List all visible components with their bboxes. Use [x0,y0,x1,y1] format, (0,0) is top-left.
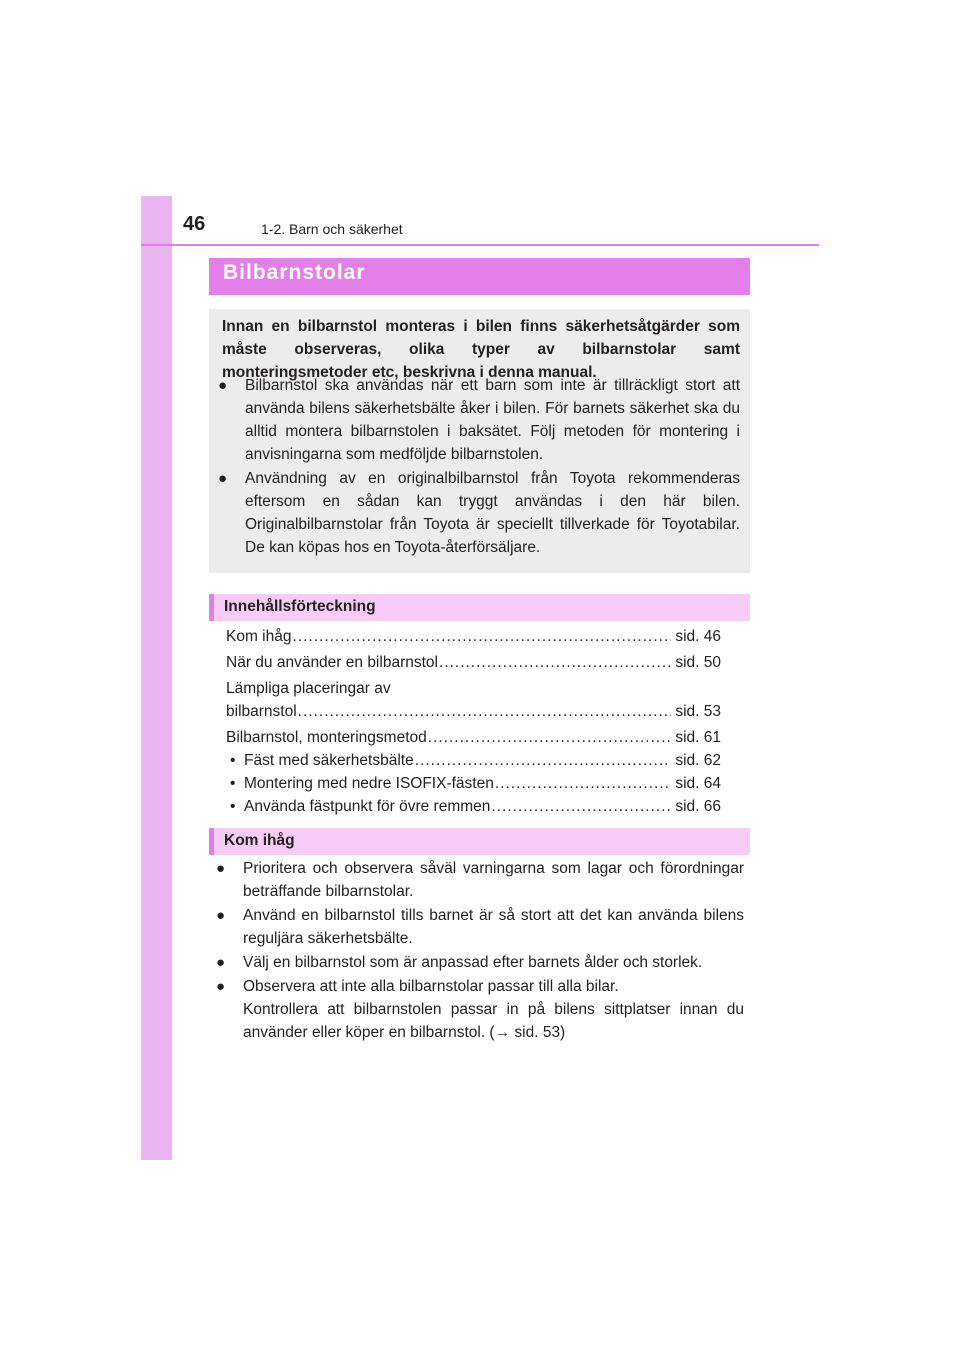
remember-bullet [216,904,744,950]
toc-subentry-title: • Fäst med säkerhetsbälte [226,749,414,772]
toc-entry[interactable] [226,677,721,723]
dot-leader [298,700,672,723]
toc-subentry-page: sid. 64 [675,775,721,792]
intro-bullet [218,467,740,559]
toc-entry-title: När du använder en bilbarnstol [226,654,438,671]
dot-leader [415,749,672,772]
toc-entry-title-line1: Lämpliga placeringar av [226,680,391,697]
toc-subentry-title: • Montering med nedre ISOFIX-fästen [226,772,494,795]
toc-entry-title: Kom ihåg [226,628,292,645]
toc-entry[interactable] [226,726,721,749]
page-title-bar [209,258,750,295]
section-label: 1-2. Barn och säkerhet [261,221,403,237]
toc-entry[interactable] [226,625,721,648]
remember-bullet-text: Använd en bilbarnstol tills barnet är så stort att det kan använda bilens reguljära säkerhetsbälte. [243,907,744,947]
table-of-contents [226,625,721,818]
toc-entry-page: sid. 50 [675,654,721,671]
toc-subentry[interactable] [226,795,721,818]
remember-bullet [216,951,744,974]
intro-bullet [218,374,740,466]
header-divider [141,244,819,246]
remember-bullet-text-line2: Kontrollera att bilbarnstolen passar in på bilens sittplatser innan du använder eller köper en bilbarnstol. (→ sid. 53) [243,1001,744,1041]
intro-bullet-text: Bilbarnstol ska användas när ett barn som inte är tillräckligt stort att använda bilens säkerhetsbälte åker i bilen. För barnets säkerhet ska du alltid montera bilbarnstolen i baksätet. Följ metoden för montering i anvisningarna som medföljde bilbarnstolen. [245,377,740,463]
toc-entry-page: sid. 46 [675,628,721,645]
toc-entry[interactable] [226,651,721,674]
bullet-icon: ● [218,377,228,394]
bullet-icon: ● [218,470,228,487]
dot-leader [292,625,671,648]
bullet-icon: ● [216,978,226,995]
dot-leader [495,772,671,795]
remember-bullet [216,857,744,903]
toc-entry-title-line2: bilbarnstol [226,703,297,720]
toc-entry-page: sid. 61 [675,729,721,746]
bullet-icon: ● [216,954,226,971]
page-number: 46 [183,213,206,235]
remember-heading-bar [209,828,750,855]
toc-subentry-page: sid. 62 [675,752,721,769]
toc-subentry-title: • Använda fästpunkt för övre remmen [226,795,490,818]
toc-heading-bar [209,594,750,621]
remember-bullet-text-line1: Observera att inte alla bilbarnstolar passar till alla bilar. [243,978,619,995]
toc-subentry[interactable] [226,772,721,795]
intro-bullet-list [218,374,740,560]
chapter-side-tab [141,196,172,1160]
intro-bullet-text: Användning av en originalbilbarnstol från Toyota rekommenderas eftersom en sådan kan tryggt användas i den här bilen. Originalbilbarnstolar från Toyota är speciellt tillverkade för Toyotabilar. De kan köpas hos en Toyota-återförsäljare. [245,470,740,556]
remember-bullet [216,975,744,1044]
toc-subentry-page: sid. 66 [675,798,721,815]
remember-bullet-list [216,857,744,1045]
dot-leader [439,651,671,674]
remember-heading: Kom ihåg [224,832,295,849]
bullet-icon: ● [216,860,226,877]
bullet-icon: ● [216,907,226,924]
toc-subentry[interactable] [226,749,721,772]
dot-leader [428,726,672,749]
intro-lead: Innan en bilbarnstol monteras i bilen finns säkerhetsåtgärder som måste observeras, olika typer av bilbarnstolar samt monteringsmetoder etc, beskrivna i denna manual. [222,318,740,381]
dot-leader [491,795,671,818]
remember-bullet-text: Prioritera och observera såväl varningarna som lagar och förordningar beträffande bilbarnstolar. [243,860,744,900]
remember-bullet-text: Välj en bilbarnstol som är anpassad efter barnets ålder och storlek. [243,954,703,971]
toc-heading: Innehållsförteckning [224,598,376,615]
toc-entry-page: sid. 53 [675,703,721,720]
page-title: Bilbarnstolar [223,261,366,284]
toc-entry-title: Bilbarnstol, monteringsmetod [226,729,427,746]
